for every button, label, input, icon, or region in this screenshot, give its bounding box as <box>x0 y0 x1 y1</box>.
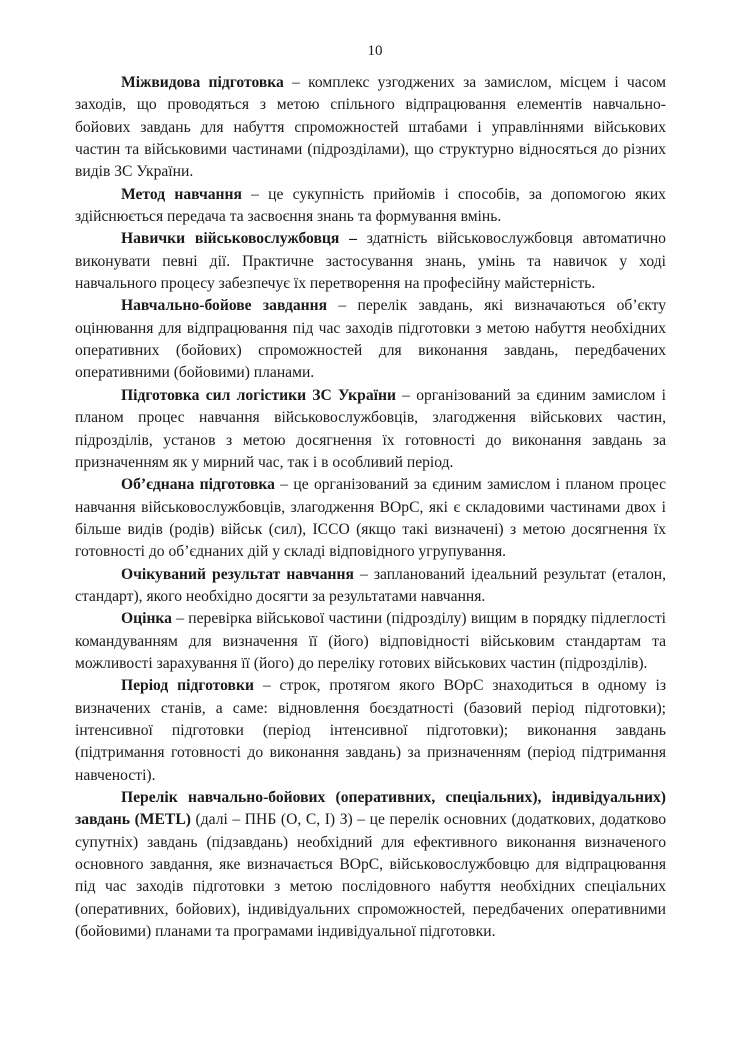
glossary-definition: (далі – ПНБ (О, С, І) З) – це перелік основних (додаткових, додатково супутніх) завдань (підзавдань) необхідний для ефективного виконання визначеного основного завдання, яке визначається ВОрС, військовослужбовцю для відпрацювання під час заходів підготовки з метою послідовного набуття необхідних спеціальних (оперативних, бойових), індивідуальних спроможностей, передбачених оперативними (бойовими) планами та програмами індивідуальної підготовки. <box>75 811 666 941</box>
glossary-term: Підготовка сил логістики ЗС України <box>121 386 396 404</box>
glossary-entry <box>75 228 666 295</box>
glossary-entry <box>75 608 666 675</box>
glossary-definition: – перевірка військової частини (підрозділу) вищим в порядку підлеглості командуванням для визначення її (його) відповідності військовим стандартам та можливості зарахування її (його) до переліку готових військових частин (підрозділів). <box>75 610 666 672</box>
glossary-entry <box>75 564 666 609</box>
glossary-term: Період підготовки <box>121 677 254 695</box>
glossary-definition: – строк, протягом якого ВОрС знаходиться в одному із визначених станів, а саме: відновлення боєздатності (базовий період підготовки); інтенсивної підготовки (період інтенсивної підготовки); виконання завдань (підтримання готовності до виконання завдань) за призначенням (період підтримання навченості). <box>75 677 667 784</box>
glossary-term: Об’єднана підготовка <box>121 476 275 494</box>
page-number: 10 <box>367 43 383 59</box>
glossary-term: Навчально-бойове завдання <box>121 297 328 315</box>
glossary-definition: – організований за єдиним замислом і планом процес навчання військовослужбовців, злагодження військових частин, підрозділів, установ з метою досягнення їх готовності до виконання завдань за призначенням як у мирний час, так і в особливий період. <box>75 386 666 471</box>
glossary-definition: – це організований за єдиним замислом і планом процес навчання військовослужбовців, злагодження ВОрС, які є складовими частинами двох і більше видів (родів) військ (сил), ІССО (якщо такі визначені) з метою досягнення їх готовності до об’єднаних дій у складі відповідного угрупування. <box>75 476 666 561</box>
glossary-term: Перелік навчально-бойових (оперативних, спеціальних), індивідуальних) завдань (METL) <box>75 789 666 829</box>
glossary-term: Оцінка <box>121 610 172 628</box>
glossary-term: Очікуваний результат навчання <box>121 565 354 583</box>
glossary-body <box>75 72 666 943</box>
glossary-definition: – комплекс узгоджених за замислом, місцем і часом заходів, що проводяться з метою спільного відпрацювання елементів навчально-бойових завдань для набуття спроможностей штабами і управліннями військових частин та військовими частинами (підрозділами), що структурно відносяться до різних видів ЗС України. <box>75 74 666 181</box>
glossary-term: Метод навчання <box>121 185 242 203</box>
glossary-entry <box>75 72 666 184</box>
glossary-entry <box>75 474 666 563</box>
glossary-entry <box>75 295 666 384</box>
glossary-entry <box>75 675 666 787</box>
glossary-entry <box>75 184 666 229</box>
glossary-term: Міжвидова підготовка <box>121 74 284 91</box>
glossary-entry <box>75 787 666 943</box>
glossary-term: Навички військовослужбовця – <box>121 230 357 248</box>
glossary-definition: – перелік завдань, які визначаються об’єкту оцінювання для відпрацювання під час заходів підготовки з метою набуття необхідних оперативних (бойових) спроможностей для виконання завдань, передбачених оперативними (бойовими) планами. <box>75 297 666 382</box>
glossary-definition: – це сукупність прийомів і способів, за допомогою яких здійснюється передача та засвоєння знань та формування вмінь. <box>75 185 666 226</box>
glossary-definition: здатність військовослужбовця автоматично виконувати певні дії. Практичне застосування знань, умінь та навичок у ході навчального процесу забезпечує їх перетворення на професійну майстерність. <box>75 230 666 293</box>
glossary-definition: – запланований ідеальний результат (еталон, стандарт), якого необхідно досягти за результатами навчання. <box>75 565 666 605</box>
glossary-entry <box>75 385 666 474</box>
